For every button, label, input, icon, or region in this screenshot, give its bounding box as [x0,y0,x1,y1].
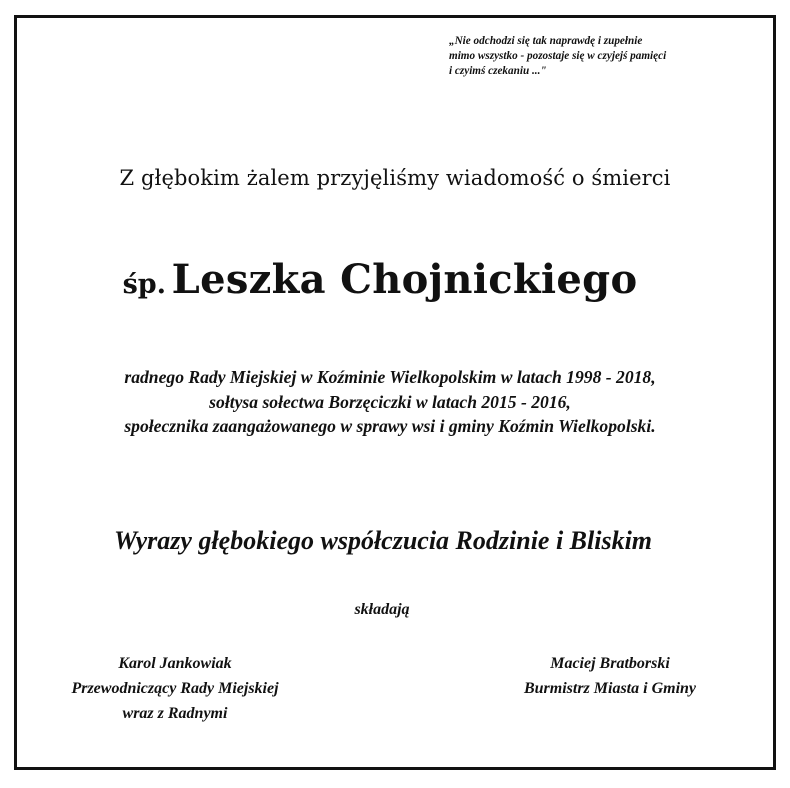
description-line-2: sołtysa sołectwa Borzęciczki w latach 2015 - 2016, [209,391,571,412]
epigraph-line-1: „Nie odchodzi się tak naprawdę i zupełnie [449,35,643,47]
signer-left [20,651,330,726]
deceased-prefix: śp. [122,269,167,300]
signer-left-name: Karol Jankowiak [118,655,232,672]
signer-right [455,651,765,701]
signer-right-role: Burmistrz Miasta i Gminy [523,680,697,697]
epigraph-quote [449,34,769,79]
deceased-name: Leszka Chojnickiego [171,256,638,303]
signer-left-role: Przewodniczący Rady Miejskiej [71,680,279,697]
signer-right-name: Maciej Bratborski [550,655,670,672]
deceased-description [0,365,780,439]
condolences-text: Wyrazy głębokiego współczucia Rodzinie i Bliskim [113,526,653,555]
deceased-name-line [0,256,760,303]
description-line-3: społecznika zaangażowanego w sprawy wsi i gminy Koźmin Wielkopolski. [124,416,656,436]
signer-left-extra: wraz z Radnymi [122,705,228,722]
submitters-label: składają [354,601,410,618]
epigraph-line-2: mimo wszystko - pozostaje się w czyjejś pamięci [449,50,667,62]
epigraph-line-3: i czyimś czekaniu ..." [449,65,547,77]
description-line-1: radnego Rady Miejskiej w Koźminie Wielkopolskim w latach 1998 - 2018, [124,367,656,387]
intro-text: Z głębokim żalem przyjęliśmy wiadomość o śmierci [119,166,671,190]
